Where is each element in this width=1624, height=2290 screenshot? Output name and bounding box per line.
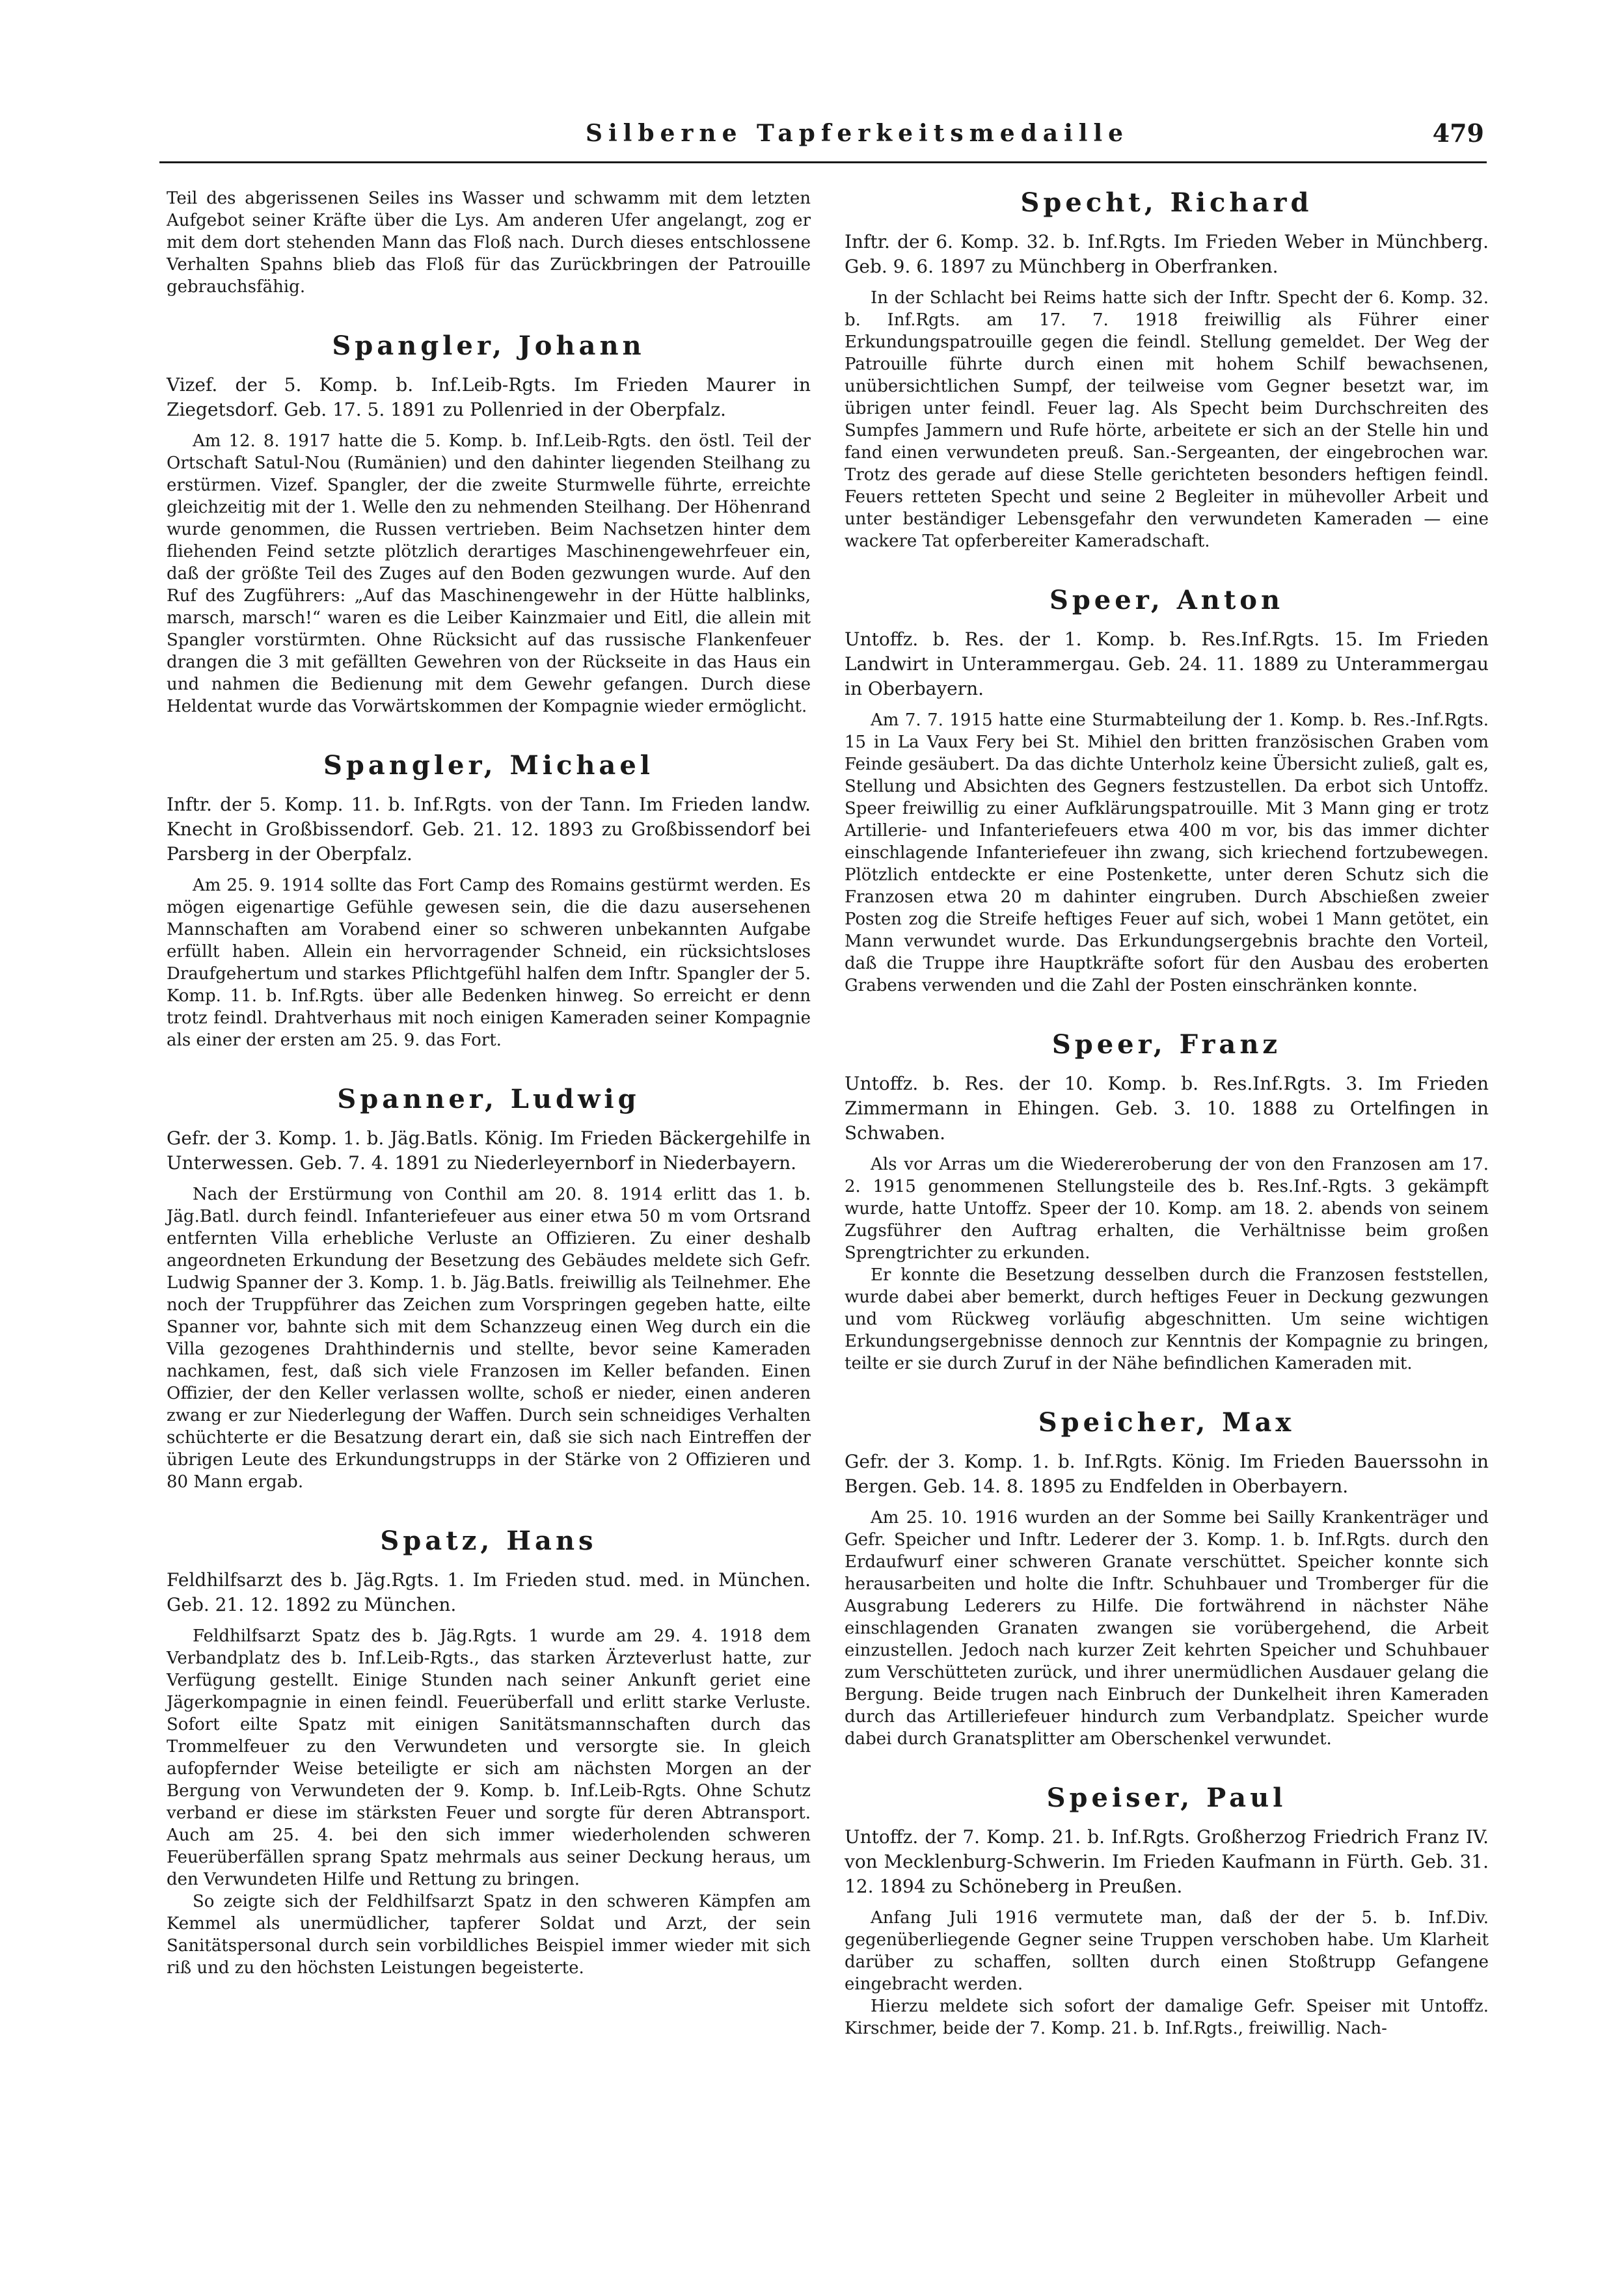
entry-body: In der Schlacht bei Reims hatte sich der Inftr. Specht der 6. Komp. 32. b. Inf.Rgts. am 17. 7. 1918 freiwillig als Führer einer Erkundungspatrouille gegen die feindl. Stellung gemeldet. Der Weg der Patrouille führte durch einen mit hohem Schilf bewachsenen, unübersichtlichen Sumpf, der teilweise vom Gegner besetzt war, im übrigen unter feindl. Feuer lag. Als Specht beim Durchschreiten des Sumpfes Jammern und Rufe hörte, arbeitete er sich an der Stelle hin und fand einen verwundeten preuß. San.-Sergeanten, der eingebrochen war. Trotz des gerade auf diese Stelle gerichteten besonders heftigen feindl. Feuers retteten Specht und seine 2 Begleiter in mühevoller Arbeit und unter beständiger Lebensgefahr den verwundeten Kameraden — eine wackere Tat opferbereiter Kameradschaft. bbox=[845, 288, 1489, 551]
entry-heading: Spatz, Hans bbox=[380, 1526, 597, 1556]
entry-heading: Specht, Richard bbox=[1020, 187, 1313, 218]
continuation-text: Teil des abgerissenen Seiles ins Wasser und schwamm mit dem letzten Aufgebot seiner Kräfte über die Lys. Am anderen Ufer angelangt, zog er mit dem dort stehenden Mann das Floß nach. Durch dieses entschlossene Verhalten Spahns blieb das Floß für das Zurückbringen der Patrouille gebrauchsfähig. bbox=[167, 189, 811, 297]
entry-meta: Gefr. der 3. Komp. 1. b. Inf.Rgts. König. Im Frieden Bauerssohn in Bergen. Geb. 14. 8. 1895 zu Endfelden in Oberbayern. bbox=[845, 1451, 1489, 1497]
entry-body: Am 7. 7. 1915 hatte eine Sturmabteilung der 1. Komp. b. Res.-Inf.Rgts. 15 in La Vaux Fery bei St. Mihiel den britten französischen Graben vom Feinde gesäubert. Da das dichte Unterholz keine Übersicht zuließ, galt es, Stellung und Absichten des Gegners festzustellen. Da erbot sich Untoffz. Speer freiwillig zu einer Aufklärungspatrouille. Mit 3 Mann ging er trotz Artillerie- und Infanteriefeuers etwa 400 m vor, bis das immer dichter einschlagende Infanteriefeuer ihn zwang, sich kriechend fortzubewegen. Plötzlich entdeckte er eine Postenkette, unter deren Schutz sich die Franzosen etwa 20 m dahinter eingruben. Durch Abschießen zweier Posten zog die Streife heftiges Feuer auf sich, wobei 1 Mann getötet, ein Mann verwundet wurde. Das Erkundungsergebnis brachte den Vorteil, daß die Truppe ihre Hauptkräfte sofort für den Ausbau des eroberten Grabens verwenden und die Zahl der Posten einschränken konnte. bbox=[845, 710, 1489, 995]
entry-body: Feldhilfsarzt Spatz des b. Jäg.Rgts. 1 wurde am 29. 4. 1918 dem Verbandplatz des b. Inf.Leib-Rgts., das starken Ärzteverlust hatte, zur Verfügung gestellt. Einige Stunden nach seiner Ankunft geriet eine Jägerkompagnie in einen feindl. Feuerüberfall und erlitt starke Verluste. Sofort eilte Spatz mit einigen Sanitätsmannschaften durch das Trommelfeuer zu den Verwundeten und versorgte sie. In gleich aufopfernder Weise beteiligte er sich am nächsten Morgen an der Bergung von Verwundeten der 9. Komp. b. Inf.Leib-Rgts. Ohne Schutz verband er diese im stärksten Feuer und sorgte für deren Abtransport. Auch am 25. 4. bei den sich immer wiederholenden schweren Feuerüberfällen sprang Spatz mehrmals aus seiner Deckung heraus, um den Verwundeten Hilfe und Rettung zu bringen. bbox=[167, 1626, 811, 1889]
entry-body-continued: Hierzu meldete sich sofort der damalige Gefr. Speiser mit Untoffz. Kirschmer, beide der 7. Komp. 21. b. Inf.Rgts., freiwillig. Nach- bbox=[845, 1997, 1489, 2038]
left-column bbox=[167, 187, 811, 1979]
right-column bbox=[845, 187, 1489, 2040]
entry-meta: Untoffz. der 7. Komp. 21. b. Inf.Rgts. Großherzog Friedrich Franz IV. von Mecklenburg-Schwerin. Im Frieden Kaufmann in Fürth. Geb. 31. 12. 1894 zu Schöneberg in Preußen. bbox=[845, 1826, 1489, 1897]
running-header bbox=[159, 114, 1487, 163]
entry-meta: Gefr. der 3. Komp. 1. b. Jäg.Batls. König. Im Frieden Bäckergehilfe in Unterwessen. Geb. 7. 4. 1891 zu Niederleyernborf in Niederbayern. bbox=[167, 1127, 811, 1174]
entry-meta: Inftr. der 6. Komp. 32. b. Inf.Rgts. Im Frieden Weber in Münchberg. Geb. 9. 6. 1897 zu Münchberg in Oberfranken. bbox=[845, 231, 1489, 277]
page-number: 479 bbox=[1432, 118, 1484, 148]
entry-speiser-paul bbox=[845, 1783, 1489, 2040]
entry-spatz-hans bbox=[167, 1526, 811, 1979]
entry-body: Anfang Juli 1916 vermutete man, daß der der 5. b. Inf.Div. gegenüberliegende Gegner seine Truppen verschoben habe. Um Klarheit darüber zu schaffen, sollten durch einen Stoßtrupp Gefangene eingebracht werden. bbox=[845, 1908, 1489, 1994]
entry-speer-anton bbox=[845, 585, 1489, 997]
entry-heading: Spangler, Michael bbox=[323, 750, 654, 781]
running-title: Silberne Tapferkeitsmedaille bbox=[586, 120, 1130, 147]
entry-body: Am 25. 10. 1916 wurden an der Somme bei Sailly Krankenträger und Gefr. Speicher und Inftr. Lederer der 3. Komp. 1. b. Inf.Rgts. durch den Erdaufwurf einer schweren Granate verschüttet. Speicher konnte sich herausarbeiten und holte die Inftr. Schuhbauer und Tromberger für die Ausgrabung Lederers zu Hilfe. Die fortwährend in nächster Nähe einschlagenden Granaten zwangen sie vorübergehend, die Arbeit einzustellen. Jedoch nach kurzer Zeit kehrten Speicher und Schuhbauer zum Verschütteten zurück, und ihrer unermüdlichen Ausdauer gelang die Bergung. Beide trugen nach Einbruch der Dunkelheit ihren Kameraden durch das Artilleriefeuer hindurch zum Verbandplatz. Speicher wurde dabei durch Granatsplitter am Oberschenkel verwundet. bbox=[845, 1508, 1489, 1749]
entry-heading: Speicher, Max bbox=[1038, 1407, 1295, 1438]
entry-body: Nach der Erstürmung von Conthil am 20. 8. 1914 erlitt das 1. b. Jäg.Batl. durch feindl. Infanteriefeuer aus einer etwa 50 m vom Ortsrand entfernten Villa erhebliche Verluste an Offizieren. Zu einer deshalb angeordneten Erkundung der Besetzung des Gebäudes meldete sich Gefr. Ludwig Spanner der 3. Komp. 1. b. Jäg.Batls. freiwillig als Teilnehmer. Ehe noch der Truppführer das Zeichen zum Vorspringen gegeben hatte, eilte Spanner vor, bahnte sich mit dem Schanzzeug einen Weg durch ein die Villa gezogenes Drahthindernis und stellte, bevor seine Kameraden nachkamen, fest, daß sich viele Franzosen im Keller befanden. Einen Offizier, der den Keller verlassen wollte, schoß er nieder, einen anderen zwang er zur Niederlegung der Waffen. Durch sein schneidiges Verhalten schüchterte er die Besatzung derart ein, daß sie sich nach Eintreffen der übrigen Leute des Erkundungstrupps in der Stärke von 2 Offizieren und 80 Mann ergab. bbox=[167, 1185, 811, 1492]
entry-meta: Inftr. der 5. Komp. 11. b. Inf.Rgts. von der Tann. Im Frieden landw. Knecht in Großbissendorf. Geb. 21. 12. 1893 zu Großbissendorf bei Parsberg in der Oberpfalz. bbox=[167, 794, 811, 865]
entry-spangler-michael bbox=[167, 750, 811, 1051]
entry-spanner-ludwig bbox=[167, 1084, 811, 1493]
entry-specht-richard bbox=[845, 187, 1489, 552]
entry-heading: Speer, Anton bbox=[1049, 585, 1284, 615]
entry-speicher-max bbox=[845, 1407, 1489, 1750]
entry-meta: Vizef. der 5. Komp. b. Inf.Leib-Rgts. Im Frieden Maurer in Ziegetsdorf. Geb. 17. 5. 1891 zu Pollenried in der Oberpfalz. bbox=[167, 374, 811, 420]
entry-body: Am 12. 8. 1917 hatte die 5. Komp. b. Inf.Leib-Rgts. den östl. Teil der Ortschaft Satul-Nou (Rumänien) und den dahinter liegenden Steilhang zu erstürmen. Vizef. Spangler, der die zweite Sturmwelle führte, erreichte gleichzeitig mit der 1. Welle den zu nehmenden Steilhang. Der Höhenrand wurde genommen, die Russen vertrieben. Beim Nachsetzen hinter dem fliehenden Feind setzte plötzlich derartiges Maschinengewehrfeuer ein, daß der größte Teil des Zuges auf den Boden gezwungen wurde. Auf den Ruf des Zugführers: „Auf das Maschinengewehr in der Hütte halblinks, marsch, marsch!“ waren es die Leiber Kainzmaier und Eitl, die allein mit Spangler vorstürmten. Ohne Rücksicht auf das russische Flankenfeuer drangen die 3 mit gefällten Gewehren von der Rückseite in das Haus ein und nahmen die Bedienung mit dem Gewehr gefangen. Durch diese Heldentat wurde das Vorwärtskommen der Kompagnie wieder ermöglicht. bbox=[167, 431, 811, 716]
entry-heading: Speer, Franz bbox=[1051, 1029, 1282, 1060]
entry-meta: Feldhilfsarzt des b. Jäg.Rgts. 1. Im Frieden stud. med. in München. Geb. 21. 12. 1892 zu München. bbox=[167, 1569, 811, 1615]
entry-body-continued: Er konnte die Besetzung desselben durch die Franzosen feststellen, wurde dabei aber bemerkt, durch heftiges Feuer in Deckung gezwungen und vom Rückweg vorläufig abgeschnitten. Um seine wichtigen Erkundungsergebnisse dennoch zur Kenntnis der Kompagnie zu bringen, teilte er sie durch Zuruf in der Nähe befindlichen Kameraden mit. bbox=[845, 1265, 1489, 1373]
entry-heading: Spangler, Johann bbox=[332, 330, 645, 361]
entry-heading: Spanner, Ludwig bbox=[337, 1084, 640, 1114]
entry-body: Am 25. 9. 1914 sollte das Fort Camp des Romains gestürmt werden. Es mögen eigenartige Gefühle gewesen sein, die die dazu ausersehenen Mannschaften am Vorabend einer so schweren unbekannten Aufgabe erfüllt haben. Allein ein hervorragender Schneid, ein rücksichtsloses Draufgehertum und starkes Pflichtgefühl halfen dem Inftr. Spangler der 5. Komp. 11. b. Inf.Rgts. über alle Bedenken hinweg. So erreicht er denn trotz feindl. Drahtverhaus mit noch einigen Kameraden seiner Kompagnie als einer der ersten am 25. 9. das Fort. bbox=[167, 876, 811, 1050]
entry-heading: Speiser, Paul bbox=[1046, 1783, 1287, 1813]
entry-spangler-johann bbox=[167, 330, 811, 718]
entry-speer-franz bbox=[845, 1029, 1489, 1375]
entry-meta: Untoffz. b. Res. der 1. Komp. b. Res.Inf.Rgts. 15. Im Frieden Landwirt in Unterammergau. Geb. 24. 11. 1889 zu Unterammergau in Oberbayern. bbox=[845, 628, 1489, 699]
entry-meta: Untoffz. b. Res. der 10. Komp. b. Res.Inf.Rgts. 3. Im Frieden Zimmermann in Ehingen. Geb. 3. 10. 1888 zu Ortelfingen in Schwaben. bbox=[845, 1073, 1489, 1144]
entry-body-continued: So zeigte sich der Feldhilfsarzt Spatz in den schweren Kämpfen am Kemmel als unermüdlicher, tapferer Soldat und Arzt, der sein Sanitätspersonal durch sein vorbildliches Beispiel immer wieder mit sich riß und zu den höchsten Leistungen begeisterte. bbox=[167, 1892, 811, 1978]
entry-body: Als vor Arras um die Wiedereroberung der von den Franzosen am 17. 2. 1915 genommenen Stellungsteile des b. Res.Inf.-Rgts. 3 gekämpft wurde, hatte Untoffz. Speer der 10. Komp. am 18. 2. abends von seinem Zugsführer den Auftrag erhalten, die Verhältnisse beim großen Sprengtrichter zu erkunden. bbox=[845, 1155, 1489, 1263]
